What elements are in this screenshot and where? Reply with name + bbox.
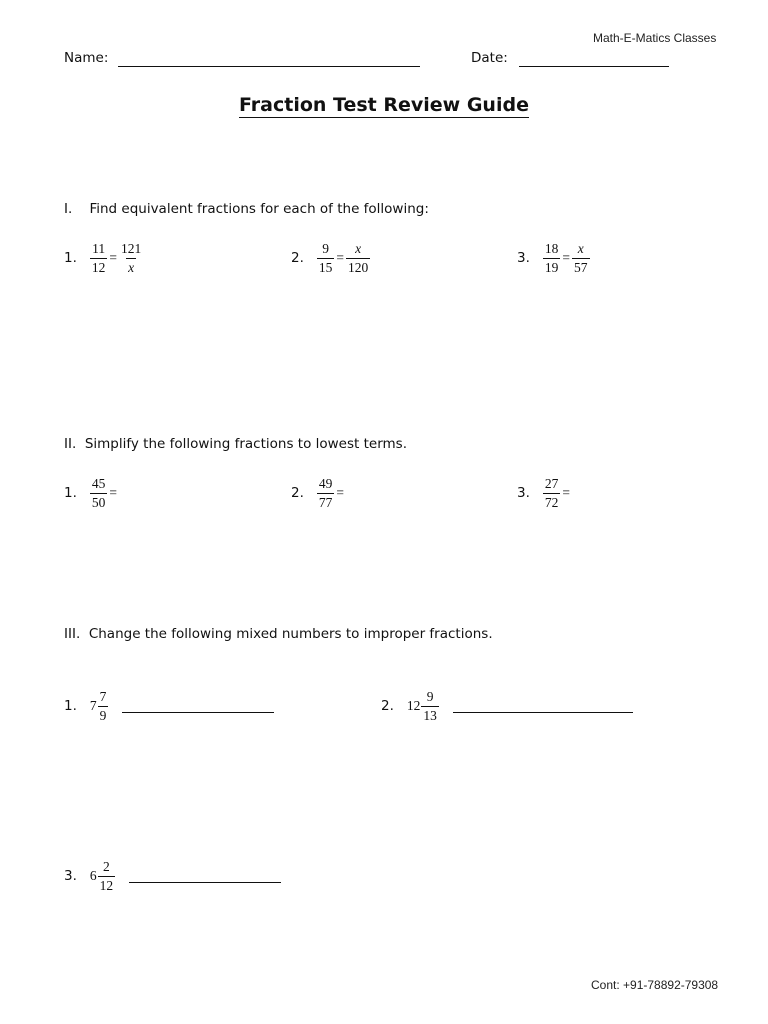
section3-problem-1 (64, 690, 274, 722)
section1-problem-2 (291, 242, 370, 274)
problem-number: 3. (64, 868, 77, 884)
fraction: $\frac{7}{9}$ (99, 689, 107, 723)
whole-number: 7 (89, 698, 97, 713)
section3-problem-2 (381, 690, 633, 722)
problem-number: 2. (381, 698, 394, 714)
contact-footer: Cont: +91-78892-79308 (591, 978, 719, 992)
section2-problem-1 (64, 477, 119, 509)
fraction: $\frac{x}{120}$ (348, 241, 369, 275)
problem-number: 3. (517, 250, 530, 266)
fraction: $\frac{45}{50}$ (91, 476, 106, 510)
problem-number: 1. (64, 698, 77, 714)
section1-heading: I. Find equivalent fractions for each of the following: (64, 201, 429, 217)
equals-sign: = (109, 485, 118, 500)
date-label: Date: (471, 50, 508, 66)
section3-heading: III. Change the following mixed numbers to improper fractions. (64, 626, 493, 642)
fraction: $\frac{x}{57}$ (574, 241, 588, 275)
section3-problem-3 (64, 860, 281, 892)
date-field[interactable] (519, 52, 669, 67)
equals-sign: = (336, 250, 345, 265)
fraction: $\frac{27}{72}$ (544, 476, 559, 510)
problem-number: 2. (291, 485, 304, 501)
answer-line[interactable] (129, 870, 281, 883)
equals-sign: = (562, 250, 571, 265)
answer-line[interactable] (122, 700, 274, 713)
equals-sign: = (336, 485, 345, 500)
section1-problem-3 (517, 242, 590, 274)
section2-heading: II. Simplify the following fractions to lowest terms. (64, 436, 407, 452)
fraction: $\frac{11}{12}$ (91, 241, 106, 275)
whole-number: 12 (406, 698, 421, 713)
fraction: $\frac{18}{19}$ (544, 241, 559, 275)
name-field[interactable] (118, 52, 420, 67)
section1-problem-1 (64, 242, 143, 274)
section2-problem-2 (291, 477, 346, 509)
brand-label: Math-E-Matics Classes (593, 31, 717, 45)
section2-problem-3 (517, 477, 572, 509)
answer-line[interactable] (453, 700, 633, 713)
equals-sign: = (562, 485, 571, 500)
whole-number: 6 (89, 868, 97, 883)
fraction: $\frac{9}{15}$ (318, 241, 333, 275)
equals-sign: = (109, 250, 118, 265)
fraction: $\frac{49}{77}$ (318, 476, 333, 510)
problem-number: 3. (517, 485, 530, 501)
page-title: Fraction Test Review Guide (239, 94, 529, 116)
fraction: $\frac{121}{x}$ (121, 241, 142, 275)
fraction: $\frac{9}{13}$ (423, 689, 437, 723)
fraction: $\frac{2}{12}$ (99, 859, 114, 893)
problem-number: 2. (291, 250, 304, 266)
problem-number: 1. (64, 485, 77, 501)
name-label: Name: (64, 50, 109, 66)
problem-number: 1. (64, 250, 77, 266)
